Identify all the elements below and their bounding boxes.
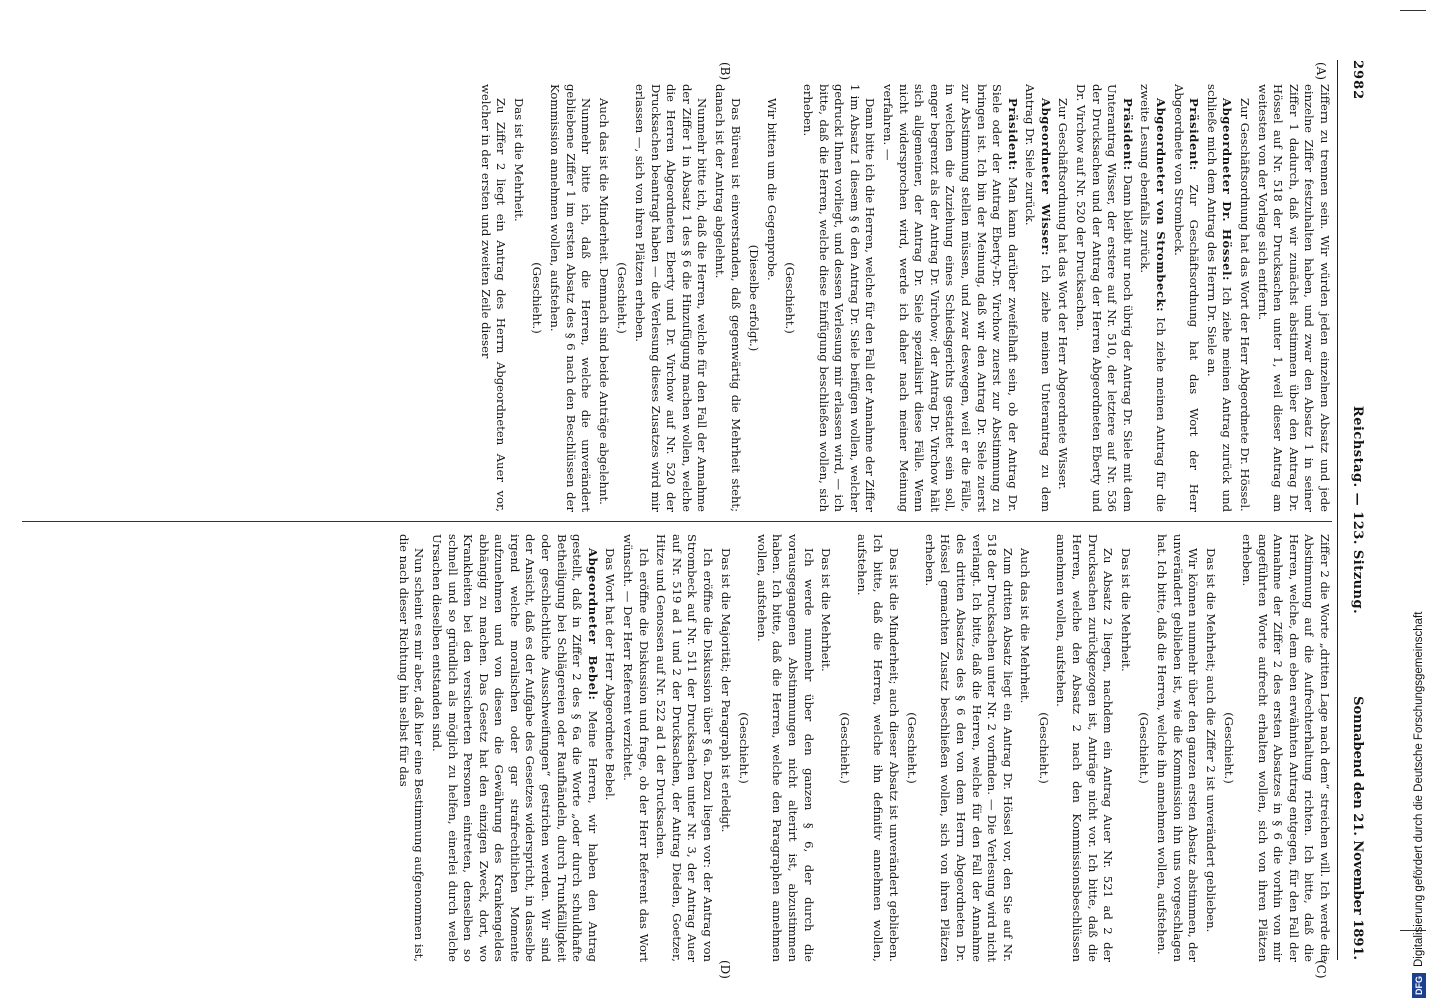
paragraph-text: Ziffer 2 die Worte „dritten Lage nach dem“ streichen will. Ich werde die Abstimmung auf die Aufrechterhaltung richten. Ich bitte, daß die Herren, welche, dem eben erwähnten Antrag entgegen, für den Fall der Annahme der Ziffer 2 des ersten Absatzes in § 6 die vorhin von mir angeführten Worte aufrecht erhalten wollen, sich von ihren Plätzen erheben.: [1240, 534, 1332, 962]
margin-mark-a: (A): [1314, 62, 1328, 81]
speaker-name: Abgeordneter Wisser:: [1038, 98, 1053, 257]
paragraph-text: Zum dritten Absatz liegt ein Antrag Dr. Hössel vor, den Sie auf Nr. 518 der Drucksachen unter Nr. 2 vorfinden. — Die Verlesung wird nicht verlangt. Ich bitte, daß die Herren, welche für den Fall der Annahme des dritten Absatzes des § 6 den von dem Herrn Abgeordneten Dr. Hössel gemachten Zusatz beschließen wollen, sich von ihren Plätzen erheben.: [922, 534, 1015, 962]
paragraph-text: Ziffern zu trennen sein. Wir würden jeden einzelnen Absatz und jede einzelne Ziffer festzuhalten haben, und zwar den Absatz 1 in seiner Ziffer 1 dadurch, daß wir zunächst abstimmen über den Antrag Dr. Hössel auf Nr. 518 der Drucksachen unter 1, weil dieser Antrag am weitesten von der Vorlage sich entfernt.: [1255, 84, 1332, 512]
paragraph: [653, 534, 715, 962]
paragraph-text: Auch das ist die Mehrheit.: [1018, 548, 1033, 704]
paragraph-text: Nunmehr bitte ich, daß die Herren, welche für den Fall der Annahme der Ziffer 1 in Absatz 1 des § 6 die Hinzufügung machen wollen, welche die Herren Abgeordneten Eberty und Dr. Virchow auf Nr. 520 der Drucksachen beantragt haben — die Verlesung dieses Zusatzes wird mir erlassen —, sich von ihren Plätzen erheben.: [633, 84, 710, 512]
paragraph-text: (Geschieht.): [737, 712, 752, 784]
paragraph-text: Ich werde nunmehr über den ganzen § 6, der durch die vorausgegangenen Abstimmungen nicht alterirt ist, abzustimmen haben. Ich bitte, daß die Herren, welche den Paragraphen annehmen wollen, aufstehen.: [754, 534, 816, 962]
speaker-name: Abgeordneter Dr. Hössel:: [1220, 98, 1235, 281]
paragraph: [782, 84, 798, 512]
paragraph-text: Zur Geschäftsordnung hat das Wort der Herr Abgeordnete von Strombeck.: [1171, 84, 1202, 512]
speaker-name: Abgeordneter von Strombeck:: [1154, 98, 1169, 313]
dfg-logo: DFG: [1412, 973, 1426, 998]
margin-mark-b: (B): [718, 62, 732, 81]
paragraph-text: Nun scheint es mir aber, daß hier eine Bestimmung aufgenommen ist, die nach dieser Richtung hin selbst für das: [396, 534, 427, 962]
paragraph-text: Auch das ist die Minderheit. Demnach sind beide Anträge abgelehnt.: [596, 98, 611, 505]
digitization-footer: [1404, 0, 1432, 1000]
running-header: [1340, 60, 1374, 960]
paragraph: [1153, 534, 1200, 962]
margin-mark-c: (C): [1314, 960, 1328, 979]
paragraph-text: Zur Geschäftsordnung hat das Wort der Herr Abgeordnete Dr. Hössel.: [1238, 98, 1253, 512]
paragraph: [1203, 84, 1234, 512]
paragraph: [1236, 84, 1252, 512]
paragraph: [1073, 84, 1135, 512]
paragraph-text: Das ist die Mehrheit.: [819, 548, 834, 672]
paragraph: [818, 534, 834, 962]
paragraph: [510, 84, 526, 512]
paragraph: [1221, 534, 1237, 962]
paragraph-text: Ich ziehe meinen Unterantrag zu dem Antrag Dr. Siele zurück.: [1023, 84, 1053, 512]
paragraph: [879, 84, 1019, 512]
paragraph-text: Ich ziehe meinen Antrag für die zweite Lesung ebenfalls zurück.: [1138, 84, 1169, 512]
paragraph: [395, 534, 426, 962]
paragraph-text: Das ist die Majorität; der Paragraph ist erledigt.: [718, 548, 733, 833]
footer-text-line: [1410, 0, 1428, 998]
paragraph: [1136, 534, 1152, 962]
paragraph: [799, 84, 877, 512]
paragraph: [428, 534, 600, 962]
paragraph-text: Ich eröffne die Diskussion über § 6a. Dazu liegen vor: der Antrag von Strombeck auf Nr. 511 der Drucksachen unter Nr. 3, der Antrag Auer auf Nr. 519 ad 1 und 2 der Drucksachen, der Antrag Dieden, Goetzer, Hitze und Genossen auf Nr. 522 ad 1 der Drucksachen.: [654, 534, 716, 962]
paragraph-text: (Geschieht.): [1036, 712, 1051, 784]
paragraph: [547, 84, 594, 512]
paragraph: [1137, 84, 1168, 512]
right-text-column: [22, 534, 1332, 962]
session-date: Sonnabend den 21. November 1891.: [1350, 696, 1365, 960]
paragraph-text: Das Wort hat der Herr Abgeordnete Bebel.: [603, 548, 618, 801]
paragraph: [711, 84, 742, 512]
paragraph-text: Das ist die Mehrheit.: [511, 98, 526, 222]
paragraph: [1254, 84, 1332, 512]
paragraph-text: (Geschieht.): [1222, 712, 1237, 784]
paragraph: [1053, 534, 1115, 962]
paragraph: [746, 84, 762, 512]
column-divider: [22, 521, 1332, 522]
header-rule: [1337, 60, 1338, 960]
paragraph-text: Das Büreau ist einverstanden, daß gegenwärtig die Mehrheit steht; danach ist der Antrag abgelehnt.: [713, 84, 743, 512]
speaker-name: Abgeordneter Bebel:: [585, 548, 600, 701]
paragraph: [631, 84, 709, 512]
paragraph-text: Das ist die Mehrheit; auch die Ziffer 2 ist unverändert geblieben.: [1203, 548, 1218, 933]
paragraph-text: Das ist die Minderheit; auch dieser Absatz ist unverändert geblieben. Ich bitte, daß die Herren, welche ihn definitiv annehmen wollen, aufstehen.: [855, 534, 901, 962]
paragraph-text: Ich eröffne die Diskussion und frage, ob der Herr Referent das Wort wünscht. — Der Herr Referent verzichtet.: [621, 534, 651, 962]
paragraph: [736, 534, 752, 962]
paragraph-text: Meine Herren, wir haben den Antrag gestellt, daß in Ziffer 2 des § 6a die Worte „oder durch schuldhafte Betheiligung bei Schlägereien oder Raufhändeln, durch Trunkfälligkeit oder geschlechtliche Ausschweifungen“ gestrichen werden. Wir sind der Ansicht, daß es der Aufgabe des Gesetzes widerspricht, in dasselbe irgend welche moralischen oder gar strafrechtlichen Momente aufzunehmen und von diesen die Gewährung des Krankengeldes abhängig zu machen. Das Gesetz hat den einzigen Zweck, dort, wo Krankheiten bei den versicherten Personen eintreten, denselben so schnell und so gründlich als möglich zu helfen, einerlei durch welche Ursachen dieselben entstanden sind.: [429, 534, 600, 962]
left-text-column: [22, 84, 1332, 512]
paragraph-text: (Geschieht.): [530, 262, 545, 334]
paragraph: [854, 534, 901, 962]
margin-mark-d: (D): [718, 960, 732, 979]
paragraph-text: Dann bitte ich die Herren, welche für den Fall der Annahme der Ziffer 1 im Absatz 1 diesem § 6 den Antrag Dr. Siele beifügen wollen, welcher gedruckt Ihnen vorliegt, und dessen Verlesung mir erlassen wird, — ich bitte, daß die Herren, welche diese Einfügung beschließen wollen, sich erheben.: [801, 84, 878, 512]
paragraph: [717, 534, 733, 962]
paragraph-text: (Geschieht.): [837, 712, 852, 784]
paragraph: [595, 84, 611, 512]
paragraph: [1055, 84, 1071, 512]
footer-credit: Digitalisierung gefördert durch die Deutsche Forschungsgemeinschaft: [1413, 611, 1425, 967]
paragraph: [1017, 534, 1033, 962]
paragraph: [763, 84, 779, 512]
paragraph: [614, 84, 630, 512]
paragraph-text: (Geschieht.): [783, 262, 798, 334]
paragraph-text: Dann bleibt nur noch übrig der Antrag Dr. Siele mit dem Unterantrag Wisser, der erstere auf Nr. 510, der letztere auf Nr. 536 der Drucksachen und der Antrag der Herren Abgeordneten Eberty und Dr. Virchow auf Nr. 520 der Drucksachen.: [1074, 84, 1135, 512]
paragraph-text: Ich ziehe meinen Antrag zurück und schließe mich dem Antrag des Herrn Dr. Siele an.: [1204, 84, 1235, 512]
speaker-name: Präsident:: [1120, 98, 1135, 171]
paragraph-text: Zu Ziffer 2 liegt ein Antrag des Herrn Abgeordneten Auer vor, welcher in der ersten und zweiten Zeile dieser: [478, 84, 509, 512]
paragraph-text: (Geschieht.): [615, 262, 630, 334]
paragraph: [836, 534, 852, 962]
paragraph-text: (Geschieht.): [1137, 712, 1152, 784]
paragraph: [529, 84, 545, 512]
paragraph: [1022, 84, 1053, 512]
paragraph-text: (Dieselbe erfolgt.): [747, 244, 762, 352]
paragraph-text: Zur Geschäftsordnung hat das Wort der Herr Abgeordnete Wisser.: [1056, 98, 1071, 490]
paragraph: [921, 534, 1015, 962]
paragraph-text: (Geschieht.): [905, 712, 920, 784]
paragraph: [1238, 534, 1332, 962]
paragraph: [904, 534, 920, 962]
session-title: Reichstag. — 123. Sitzung.: [1350, 405, 1365, 615]
paragraph: [619, 534, 650, 962]
paragraph: [1035, 534, 1051, 962]
paragraph-text: Zu Absatz 2 liegen, nachdem ein Antrag Auer Nr. 521 ad 2 der Drucksachen zurückgezogen ist, Anträge nicht vor. Ich bitte, daß die Herren, welche den Absatz 2 nach den Kommissionsbeschlüssen annehmen wollen, aufstehen.: [1054, 534, 1116, 962]
speaker-name: Präsident:: [1005, 98, 1020, 171]
page-number: 2982: [1350, 60, 1365, 101]
paragraph: [1170, 84, 1201, 512]
paragraph: [1202, 534, 1218, 962]
speaker-name: Präsident:: [1187, 98, 1202, 171]
paragraph-text: Man kann darüber zweifelhaft sein, ob der Antrag Dr. Siele oder der Antrag Eberty-Dr. Virchow zuerst zur Abstimmung zu bringen ist. Ich bin der Meinung, daß wir den Antrag Dr. Siele zuerst zur Abstimmung stellen müssen, und zwar deswegen, weil er die Fälle, in welchen die Zuziehung eines Schiedsgerichts gestattet sein soll, enger begrenzt als der Antrag Dr. Virchow; der Antrag Dr. Virchow hält sich allgemeiner, der Antrag Dr. Siele spezialisirt diese Fälle. Wenn nicht widersprochen wird, werde ich daher nach meiner Meinung verfahren. —: [880, 84, 1020, 512]
paragraph-text: Wir können nunmehr über den ganzen ersten Absatz abstimmen, der unverändert geblieben ist, wie die Kommission ihn uns vorgeschlagen hat. Ich bitte, daß die Herren, welche ihn annehmen wollen, aufstehen.: [1155, 534, 1201, 962]
paragraph: [602, 534, 618, 962]
paragraph-text: Nunmehr bitte ich, daß die Herren, welche die unverändert gebliebene Ziffer 1 im ersten Absatz des § 6 nach den Beschlüssen der Kommission annehmen wollen, aufstehen.: [548, 84, 594, 512]
paragraph-text: Das ist die Mehrheit.: [1118, 548, 1133, 672]
paragraph: [1117, 534, 1133, 962]
paragraph: [753, 534, 815, 962]
paragraph: [477, 84, 508, 512]
paragraph-text: Wir bitten um die Gegenprobe.: [764, 98, 779, 281]
